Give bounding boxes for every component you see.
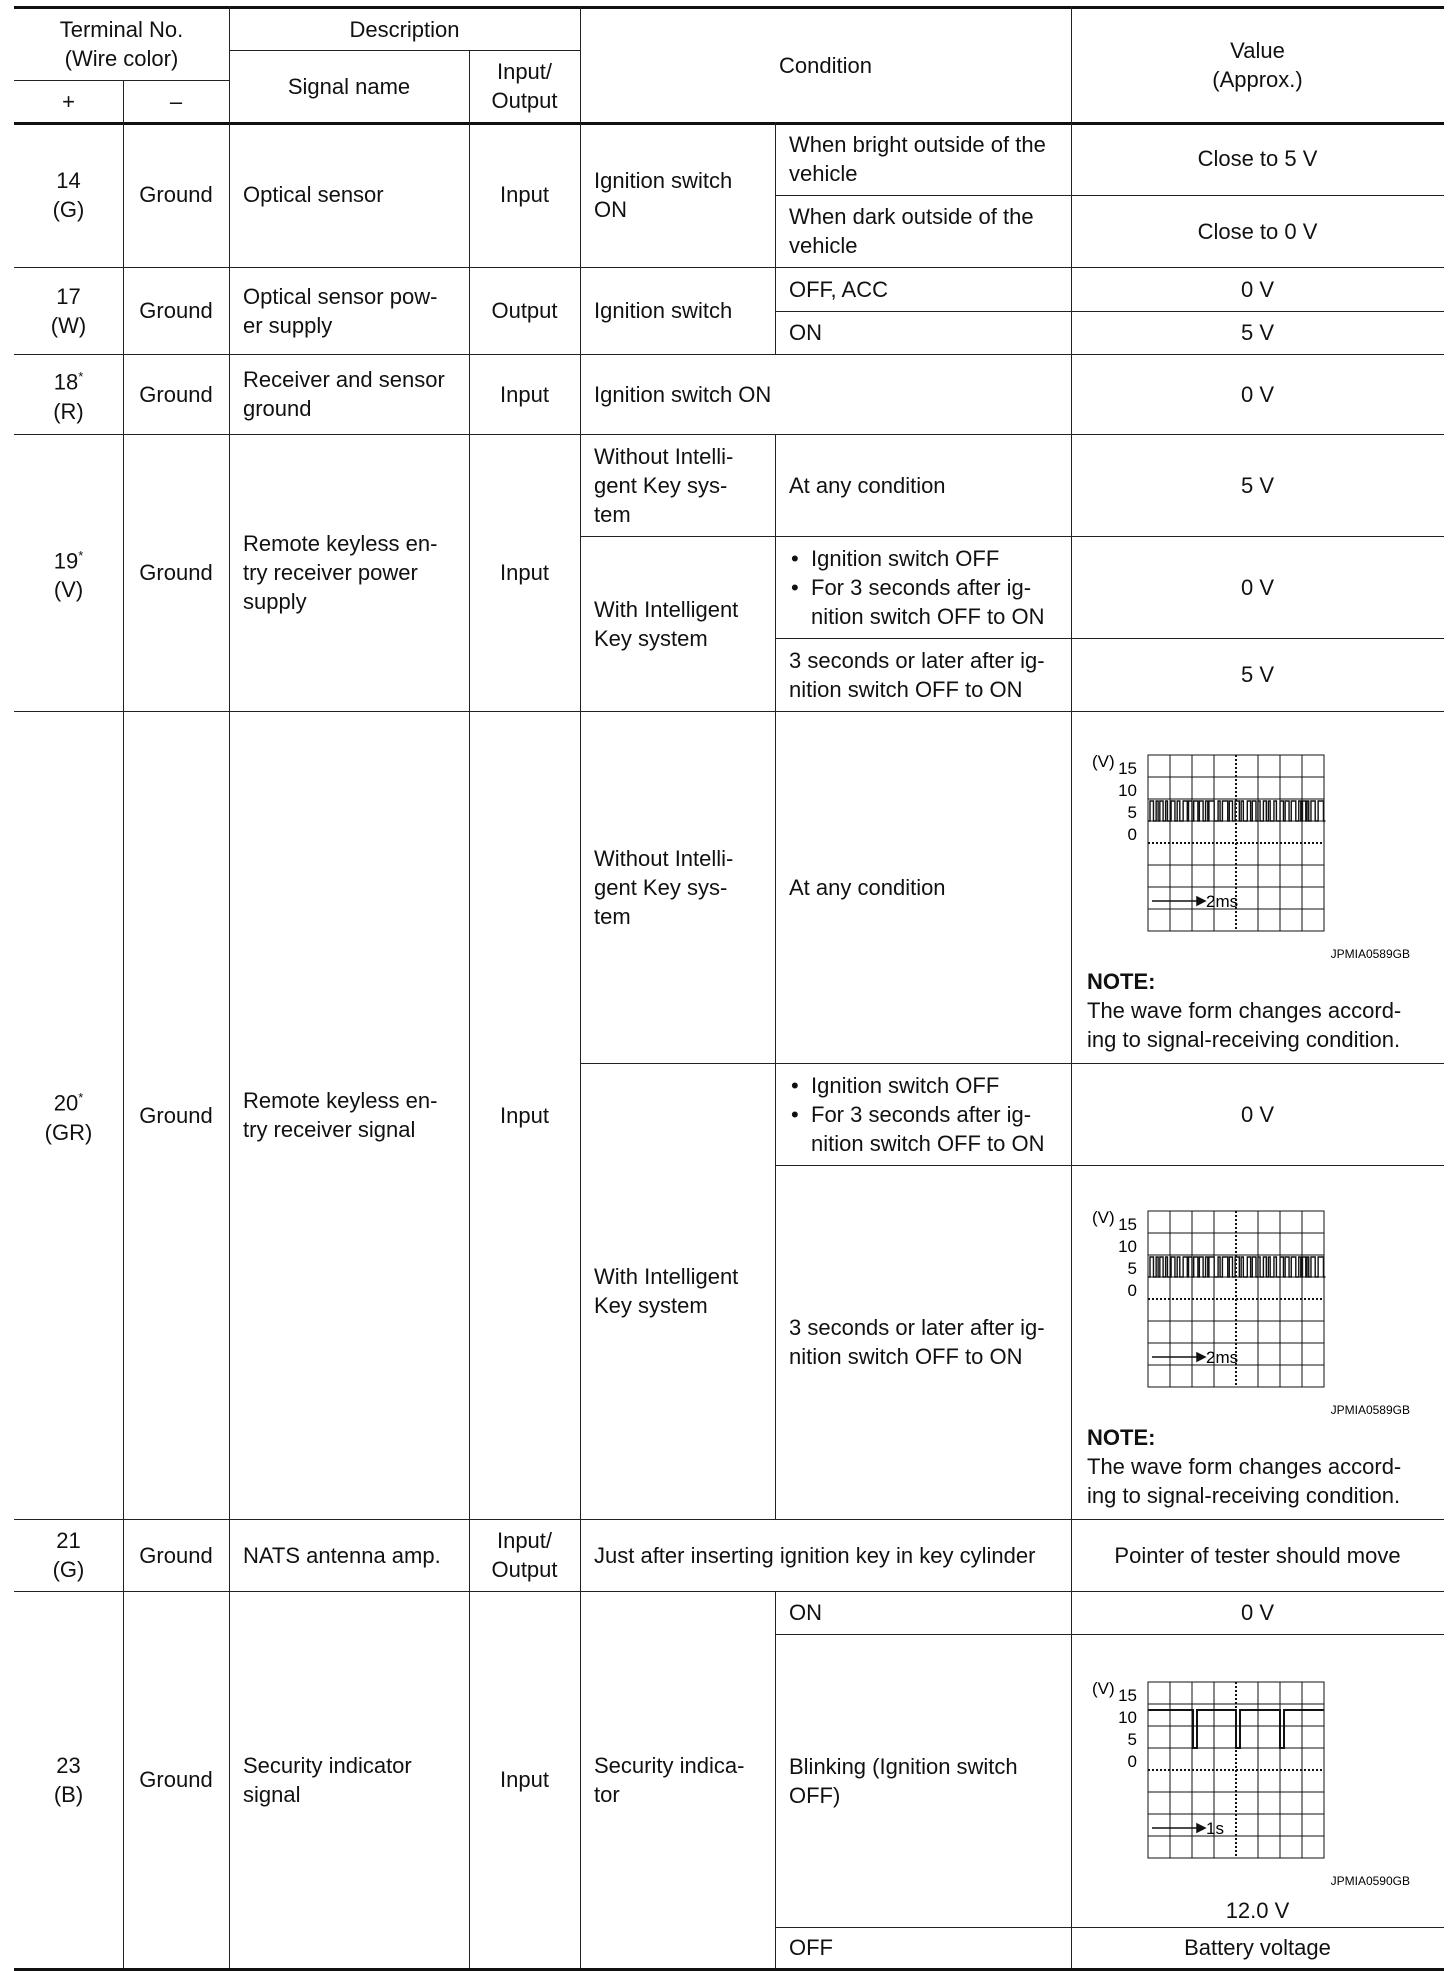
subcondition-line: OFF, ACC — [789, 276, 889, 302]
timebase-arrow — [1152, 1353, 1205, 1361]
signal-17 — [229, 267, 469, 354]
subcondition-line: OFF) — [789, 1782, 841, 1808]
terminal-21 — [14, 1519, 123, 1591]
subcondition-line: Blinking (Ignition switch — [789, 1753, 1018, 1779]
terminal-19 — [14, 434, 123, 711]
io-label: Input/ — [496, 1528, 553, 1553]
note-line: The wave form changes accord- — [1087, 998, 1402, 1023]
value-text: Pointer of tester should move — [1114, 1542, 1401, 1568]
wave-tick: 5 — [1127, 1730, 1137, 1749]
bullet-item: • For 3 seconds after ig- — [789, 573, 1031, 602]
io-18 — [469, 354, 580, 434]
condition-line: Key system — [594, 1293, 708, 1318]
header-output-label: Output — [491, 88, 558, 113]
io-label: Output — [491, 298, 558, 323]
subcond-17-on — [775, 311, 1071, 354]
header-approx-label: (Approx.) — [1212, 67, 1303, 92]
terminal-number: 21 — [56, 1528, 81, 1553]
wire-color: (G) — [52, 196, 85, 222]
condition-line: Ignition switch ON — [594, 381, 772, 407]
ground-label: Ground — [139, 182, 213, 207]
ground-label: Ground — [139, 1102, 213, 1128]
value-text: 5 V — [1240, 662, 1275, 687]
ground-label: Ground — [139, 1767, 213, 1792]
minus-14 — [123, 122, 229, 267]
note-line: The wave form changes accord- — [1087, 1454, 1402, 1479]
terminal-23 — [14, 1591, 123, 1968]
subcond-23-blink — [775, 1634, 1071, 1927]
wire-color: (R) — [53, 398, 84, 424]
value-text: Close to 0 V — [1197, 218, 1318, 244]
wave-timebase: 1s — [1206, 1819, 1224, 1838]
value-text: 0 V — [1240, 1101, 1275, 1127]
value-text: 5 V — [1240, 472, 1275, 498]
terminal-number: 23 — [56, 1752, 81, 1778]
wave-tick: 0 — [1127, 825, 1137, 844]
header-terminal-no — [14, 8, 229, 80]
value-text: 0 V — [1240, 574, 1275, 600]
minus-21 — [123, 1519, 229, 1591]
signal-21 — [229, 1519, 469, 1591]
io-21 — [469, 1519, 580, 1591]
footnote-star: * — [78, 369, 84, 385]
signal-20 — [229, 711, 469, 1519]
value-text: Battery voltage — [1184, 1935, 1331, 1960]
condition-line: Security indica- — [594, 1752, 745, 1778]
minus-17 — [123, 267, 229, 354]
value-17-on — [1071, 311, 1444, 354]
subcond-19-later — [775, 638, 1071, 711]
minus-18 — [123, 354, 229, 434]
wave-unit: (V) — [1092, 1679, 1115, 1698]
cond-21 — [580, 1519, 1071, 1591]
wave-tick: 15 — [1118, 1686, 1137, 1705]
condition-line: With Intelligent — [594, 1264, 739, 1289]
condition-line: Ignition switch — [594, 167, 733, 193]
wave-timebase: 2ms — [1206, 1348, 1239, 1367]
signal-18 — [229, 354, 469, 434]
subcondition-line: OFF — [789, 1935, 833, 1960]
header-input-output — [469, 50, 580, 122]
note-line: ing to signal-receiving condition. — [1087, 1483, 1401, 1508]
terminal-number: 20 — [53, 1090, 79, 1116]
value-23-on — [1071, 1591, 1444, 1634]
wave-timebase: 2ms — [1206, 892, 1239, 911]
value-19-off — [1071, 536, 1444, 638]
value-text: 0 V — [1240, 276, 1275, 302]
wave-unit: (V) — [1092, 752, 1115, 771]
wave-tick: 0 — [1127, 1281, 1137, 1300]
minus-23 — [123, 1591, 229, 1968]
header-condition-label: Condition — [779, 52, 872, 78]
header-input-label: Input/ — [496, 59, 553, 84]
terminal-number-wrap — [54, 541, 84, 575]
condition-line: With Intelligent — [594, 596, 739, 622]
timebase-arrow — [1152, 1824, 1205, 1832]
value-text: 12.0 V — [1225, 1897, 1290, 1923]
cond-20-without — [580, 711, 775, 1063]
waveform-23-blink — [1085, 1671, 1425, 1891]
terminal-20 — [14, 711, 123, 1519]
subcond-17-off — [775, 267, 1071, 311]
subcondition-line: When dark outside of the — [789, 204, 1034, 229]
header-plus — [14, 80, 123, 122]
wave-trace — [1148, 1710, 1324, 1748]
condition-line: tem — [594, 903, 631, 929]
signal-line: try receiver signal — [243, 1117, 416, 1142]
value-text: 5 V — [1240, 320, 1275, 345]
terminal-18 — [14, 354, 123, 434]
terminal-number: 18 — [53, 369, 79, 395]
minus-19 — [123, 434, 229, 711]
subcondition-line: 3 seconds or later after ig- — [789, 1315, 1045, 1340]
signal-23 — [229, 1591, 469, 1968]
terminal-number-wrap — [54, 362, 84, 396]
value-text: 0 V — [1240, 1600, 1275, 1625]
cond-23 — [580, 1591, 775, 1968]
signal-line: er supply — [243, 312, 333, 338]
bullet-item: • Ignition switch OFF — [789, 1071, 999, 1100]
header-value-label: Value — [1230, 38, 1285, 63]
terminal-17 — [14, 267, 123, 354]
figure-code: JPMIA0589GB — [1330, 1403, 1410, 1417]
io-label: Output — [491, 1557, 558, 1582]
io-20 — [469, 711, 580, 1519]
ground-label: Ground — [139, 298, 213, 323]
bullet-continuation: nition switch OFF to ON — [811, 603, 1045, 629]
io-label: Input — [500, 381, 549, 407]
subcond-14-bright — [775, 122, 1071, 195]
header-description — [229, 8, 580, 50]
io-label: Input — [500, 182, 549, 207]
subcondition-line: When bright outside of the — [789, 131, 1046, 157]
bullet-item: • Ignition switch OFF — [789, 544, 999, 573]
value-23-off — [1071, 1927, 1444, 1968]
subcond-23-off — [775, 1927, 1071, 1968]
value-18 — [1071, 354, 1444, 434]
wave-tick: 5 — [1127, 803, 1137, 822]
wave-tick: 10 — [1118, 1708, 1137, 1727]
signal-name: Optical sensor — [243, 182, 384, 207]
io-label: Input — [500, 1102, 549, 1128]
header-value — [1071, 8, 1444, 122]
note-20-without — [1087, 967, 1401, 1054]
timebase-arrow — [1152, 897, 1205, 905]
io-label: Input — [500, 1767, 549, 1792]
header-plus-label: + — [62, 88, 75, 114]
header-minus-label: – — [169, 88, 183, 114]
header-minus — [123, 80, 229, 122]
subcond-20-any — [775, 711, 1071, 1063]
cond-18 — [580, 354, 1071, 434]
signal-line: Remote keyless en- — [243, 1088, 438, 1113]
condition-line: gent Key sys- — [594, 874, 728, 900]
io-19 — [469, 434, 580, 711]
condition-line: Just after inserting ignition key in key cylinder — [594, 1542, 1036, 1568]
condition-line: Key system — [594, 625, 708, 651]
value-17-off — [1071, 267, 1444, 311]
ground-label: Ground — [139, 560, 213, 585]
signal-line: Optical sensor pow- — [243, 283, 438, 309]
header-wire-color-label: (Wire color) — [64, 46, 179, 71]
terminal-number-wrap — [54, 1083, 84, 1117]
value-text: 0 V — [1240, 381, 1275, 407]
wire-color: (V) — [53, 577, 84, 603]
signal-line: Remote keyless en- — [243, 531, 438, 556]
condition-line: Ignition switch — [594, 298, 733, 323]
signal-line: NATS antenna amp. — [243, 1542, 441, 1568]
subcond-23-on — [775, 1591, 1071, 1634]
wave-tick: 0 — [1127, 1752, 1137, 1771]
waveform-20-without — [1085, 744, 1425, 964]
wire-color: (B) — [53, 1781, 84, 1807]
ground-label: Ground — [139, 381, 213, 407]
wire-color: (G) — [52, 1557, 85, 1582]
note-title: NOTE: — [1087, 969, 1156, 994]
io-23 — [469, 1591, 580, 1968]
cond-19-with — [580, 536, 775, 711]
subcondition-line: 3 seconds or later after ig- — [789, 647, 1045, 673]
value-14-dark — [1071, 195, 1444, 267]
footnote-star: * — [78, 1090, 84, 1106]
signal-line: Security indicator — [243, 1752, 412, 1778]
bullet-continuation: nition switch OFF to ON — [811, 1130, 1045, 1156]
signal-line: Receiver and sensor — [243, 367, 445, 392]
terminal-number: 19 — [53, 548, 79, 574]
wire-color: (GR) — [44, 1119, 93, 1145]
subcondition-line: ON — [789, 1600, 822, 1625]
footnote-star: * — [78, 547, 84, 563]
wave-tick: 15 — [1118, 1215, 1137, 1234]
header-description-label: Description — [349, 16, 460, 42]
signal-line: supply — [243, 589, 307, 614]
condition-line: tem — [594, 501, 631, 527]
terminal-number: 14 — [56, 167, 81, 193]
subcond-20-off — [775, 1063, 1071, 1165]
io-label: Input — [500, 560, 549, 585]
ground-label: Ground — [139, 1542, 213, 1568]
value-text: Close to 5 V — [1197, 146, 1318, 171]
signal-19 — [229, 434, 469, 711]
value-19-later — [1071, 638, 1444, 711]
subcondition-line: ON — [789, 320, 822, 345]
bullet-item: • For 3 seconds after ig- — [789, 1100, 1031, 1129]
value-20-off — [1071, 1063, 1444, 1165]
condition-line: ON — [594, 196, 627, 222]
io-14 — [469, 122, 580, 267]
header-signal-name — [229, 50, 469, 122]
value-14-bright — [1071, 122, 1444, 195]
signal-line: try receiver power — [243, 560, 418, 585]
wave-tick: 10 — [1118, 1237, 1137, 1256]
condition-line: Without Intelli- — [594, 443, 734, 469]
figure-code: JPMIA0589GB — [1330, 947, 1410, 961]
wave-unit: (V) — [1092, 1208, 1115, 1227]
value-23-blink — [1071, 1893, 1444, 1927]
wire-color: (W) — [50, 312, 87, 338]
header-terminal-label: Terminal No. — [59, 17, 184, 42]
subcond-19-off — [775, 536, 1071, 638]
subcond-20-later — [775, 1165, 1071, 1519]
subcondition-line: nition switch OFF to ON — [789, 1344, 1023, 1369]
value-19-any — [1071, 434, 1444, 536]
signal-line: ground — [243, 396, 312, 421]
note-title: NOTE: — [1087, 1425, 1156, 1450]
wave-tick: 10 — [1118, 781, 1137, 800]
cond-19-without — [580, 434, 775, 536]
terminal-14 — [14, 122, 123, 267]
header-condition — [580, 8, 1071, 122]
subcondition-line: At any condition — [789, 472, 946, 498]
cond-17 — [580, 267, 775, 354]
value-21 — [1071, 1519, 1444, 1591]
condition-line: gent Key sys- — [594, 472, 728, 498]
signal-line: signal — [243, 1781, 301, 1807]
subcond-14-dark — [775, 195, 1071, 267]
condition-line: tor — [594, 1781, 620, 1807]
condition-line: Without Intelli- — [594, 845, 734, 871]
note-line: ing to signal-receiving condition. — [1087, 1027, 1401, 1052]
subcond-19-any — [775, 434, 1071, 536]
minus-20 — [123, 711, 229, 1519]
figure-code: JPMIA0590GB — [1330, 1874, 1410, 1888]
signal-14 — [229, 122, 469, 267]
subcondition-line: vehicle — [789, 233, 858, 258]
subcondition-line: vehicle — [789, 160, 858, 186]
header-signal-name-label: Signal name — [287, 73, 411, 99]
wave-tick: 5 — [1127, 1259, 1137, 1278]
wave-grid — [1148, 1682, 1324, 1858]
terminal-number: 17 — [56, 283, 81, 309]
subcondition-line: At any condition — [789, 874, 946, 900]
wave-tick: 15 — [1118, 759, 1137, 778]
io-17 — [469, 267, 580, 354]
note-20-with — [1087, 1423, 1401, 1510]
subcondition-line: nition switch OFF to ON — [789, 676, 1023, 702]
waveform-20-with — [1085, 1200, 1425, 1420]
cond-14 — [580, 122, 775, 267]
cond-20-with — [580, 1063, 775, 1519]
